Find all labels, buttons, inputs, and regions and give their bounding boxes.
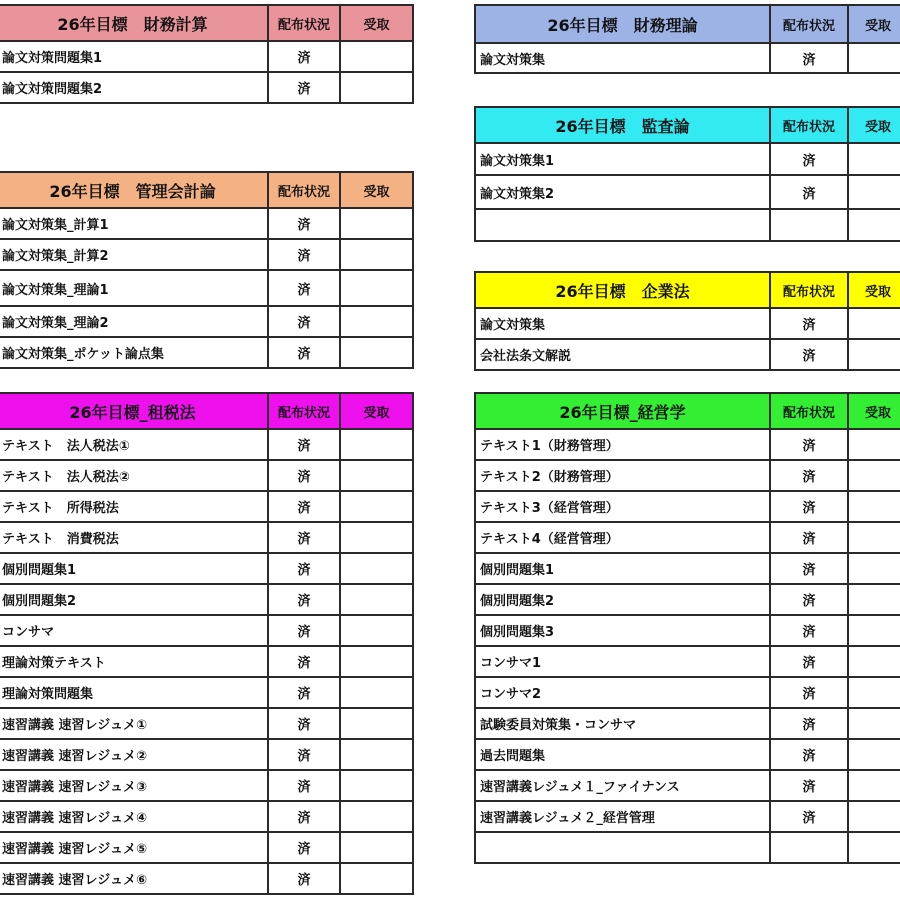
table-row <box>0 832 413 863</box>
distribution-status: 済 <box>268 770 340 801</box>
table-row <box>0 72 413 103</box>
item-name: 論文対策集_ポケット論点集 <box>0 337 268 368</box>
received-cell[interactable] <box>340 770 413 801</box>
section-title: 26年目標 財務計算 <box>0 5 268 41</box>
received-cell[interactable] <box>848 615 900 646</box>
column-header-status: 配布状況 <box>770 393 848 429</box>
item-name: テキスト3（経営管理） <box>475 491 770 522</box>
item-name: 論文対策集_理論2 <box>0 306 268 337</box>
distribution-status: 済 <box>770 308 848 339</box>
item-name: 速習講義 速習レジュメ③ <box>0 770 268 801</box>
table-row <box>475 429 900 460</box>
received-cell[interactable] <box>848 460 900 491</box>
table-row <box>475 209 900 241</box>
item-name: テキスト2（財務管理） <box>475 460 770 491</box>
item-name: コンサマ <box>0 615 268 646</box>
distribution-status: 済 <box>770 522 848 553</box>
distribution-status: 済 <box>268 677 340 708</box>
table-row <box>0 429 413 460</box>
column-header-received: 受取 <box>848 272 900 308</box>
item-name: 速習講義レジュメ２_経営管理 <box>475 801 770 832</box>
item-name: 試験委員対策集・コンサマ <box>475 708 770 739</box>
item-name: 理論対策テキスト <box>0 646 268 677</box>
item-name: 論文対策集1 <box>475 143 770 175</box>
received-cell[interactable] <box>848 522 900 553</box>
table-keieigaku <box>474 392 900 864</box>
received-cell[interactable] <box>848 708 900 739</box>
table-row <box>0 208 413 239</box>
distribution-status: 済 <box>268 522 340 553</box>
table-row <box>0 270 413 306</box>
table-row <box>475 143 900 175</box>
received-cell[interactable] <box>340 270 413 306</box>
received-cell[interactable] <box>340 863 413 894</box>
table-row <box>0 615 413 646</box>
item-name: 速習講義 速習レジュメ⑥ <box>0 863 268 894</box>
received-cell[interactable] <box>848 339 900 370</box>
item-name: 過去問題集 <box>475 739 770 770</box>
table-row <box>0 491 413 522</box>
received-cell[interactable] <box>848 491 900 522</box>
received-cell[interactable] <box>340 553 413 584</box>
distribution-status: 済 <box>770 143 848 175</box>
item-name: 論文対策集 <box>475 308 770 339</box>
distribution-status: 済 <box>268 208 340 239</box>
item-name: 論文対策集2 <box>475 175 770 209</box>
column-header-status: 配布状況 <box>268 5 340 41</box>
column-header-status: 配布状況 <box>770 107 848 143</box>
table-row <box>475 801 900 832</box>
distribution-status: 済 <box>268 646 340 677</box>
distribution-status: 済 <box>268 72 340 103</box>
distribution-status: 済 <box>770 584 848 615</box>
received-cell[interactable] <box>340 522 413 553</box>
received-cell[interactable] <box>848 770 900 801</box>
item-name: 速習講義レジュメ１_ファイナンス <box>475 770 770 801</box>
item-name: 速習講義 速習レジュメ⑤ <box>0 832 268 863</box>
received-cell[interactable] <box>848 584 900 615</box>
item-name: 論文対策集_計算1 <box>0 208 268 239</box>
item-name: 個別問題集2 <box>0 584 268 615</box>
table-row <box>0 306 413 337</box>
table-row <box>475 308 900 339</box>
received-cell[interactable] <box>848 308 900 339</box>
distribution-status: 済 <box>268 460 340 491</box>
table-row <box>475 584 900 615</box>
column-header-received: 受取 <box>340 393 413 429</box>
item-name <box>475 832 770 863</box>
table-zaimu-keisan <box>0 4 414 104</box>
table-kanri-kaikei <box>0 171 414 369</box>
item-name: コンサマ1 <box>475 646 770 677</box>
distribution-status: 済 <box>770 429 848 460</box>
received-cell[interactable] <box>340 708 413 739</box>
distribution-status: 済 <box>770 801 848 832</box>
received-cell[interactable] <box>340 646 413 677</box>
table-row <box>0 739 413 770</box>
distribution-status: 済 <box>770 708 848 739</box>
item-name: 速習講義 速習レジュメ① <box>0 708 268 739</box>
section-title: 26年目標 企業法 <box>475 272 770 308</box>
item-name: 論文対策集_理論1 <box>0 270 268 306</box>
received-cell[interactable] <box>340 429 413 460</box>
received-cell[interactable] <box>340 739 413 770</box>
table-row <box>475 615 900 646</box>
table-row <box>0 239 413 270</box>
item-name: 会社法条文解説 <box>475 339 770 370</box>
received-cell[interactable] <box>340 72 413 103</box>
distribution-status: 済 <box>770 739 848 770</box>
received-cell[interactable] <box>848 739 900 770</box>
received-cell[interactable] <box>340 584 413 615</box>
column-header-status: 配布状況 <box>268 172 340 208</box>
received-cell[interactable] <box>340 677 413 708</box>
item-name: 個別問題集2 <box>475 584 770 615</box>
item-name: 個別問題集3 <box>475 615 770 646</box>
distribution-status: 済 <box>770 646 848 677</box>
distribution-status <box>770 209 848 241</box>
distribution-status: 済 <box>268 337 340 368</box>
received-cell[interactable] <box>340 306 413 337</box>
column-header-received: 受取 <box>340 172 413 208</box>
distribution-status: 済 <box>268 429 340 460</box>
distribution-status: 済 <box>268 584 340 615</box>
item-name: 個別問題集1 <box>0 553 268 584</box>
distribution-status: 済 <box>268 41 340 72</box>
distribution-status: 済 <box>268 739 340 770</box>
received-cell[interactable] <box>340 41 413 72</box>
distribution-status: 済 <box>770 677 848 708</box>
item-name: テキスト1（財務管理） <box>475 429 770 460</box>
table-row <box>0 708 413 739</box>
item-name: 論文対策集_計算2 <box>0 239 268 270</box>
section-title: 26年目標_租税法 <box>0 393 268 429</box>
table-row <box>475 491 900 522</box>
table-row <box>0 460 413 491</box>
received-cell[interactable] <box>848 646 900 677</box>
table-row <box>0 522 413 553</box>
distribution-status: 済 <box>268 239 340 270</box>
item-name: 論文対策問題集1 <box>0 41 268 72</box>
column-header-received: 受取 <box>340 5 413 41</box>
distribution-status: 済 <box>268 553 340 584</box>
column-header-status: 配布状況 <box>268 393 340 429</box>
distribution-status: 済 <box>268 270 340 306</box>
distribution-status: 済 <box>268 491 340 522</box>
item-name: テキスト4（経営管理） <box>475 522 770 553</box>
item-name: コンサマ2 <box>475 677 770 708</box>
distribution-status: 済 <box>268 801 340 832</box>
received-cell[interactable] <box>340 460 413 491</box>
item-name: テキスト 消費税法 <box>0 522 268 553</box>
distribution-status: 済 <box>268 615 340 646</box>
received-cell[interactable] <box>848 143 900 175</box>
received-cell[interactable] <box>340 832 413 863</box>
section-title: 26年目標 監査論 <box>475 107 770 143</box>
received-cell[interactable] <box>848 832 900 863</box>
table-row <box>475 339 900 370</box>
distribution-status: 済 <box>268 708 340 739</box>
table-row <box>0 553 413 584</box>
item-name: 論文対策集 <box>475 43 770 73</box>
table-zaimu-riron <box>474 4 900 74</box>
table-row <box>0 646 413 677</box>
table-row <box>0 337 413 368</box>
item-name: テキスト 法人税法② <box>0 460 268 491</box>
table-row <box>475 175 900 209</box>
distribution-status: 済 <box>770 339 848 370</box>
table-sozeihou <box>0 392 414 895</box>
table-row <box>0 41 413 72</box>
item-name: 理論対策問題集 <box>0 677 268 708</box>
distribution-status: 済 <box>770 770 848 801</box>
received-cell[interactable] <box>340 208 413 239</box>
table-row <box>475 553 900 584</box>
received-cell[interactable] <box>340 239 413 270</box>
table-row <box>0 801 413 832</box>
column-header-received: 受取 <box>848 393 900 429</box>
received-cell[interactable] <box>340 491 413 522</box>
received-cell[interactable] <box>340 801 413 832</box>
table-row <box>475 646 900 677</box>
distribution-status: 済 <box>268 832 340 863</box>
received-cell[interactable] <box>848 43 900 73</box>
column-header-status: 配布状況 <box>770 272 848 308</box>
table-row <box>475 708 900 739</box>
table-row <box>475 832 900 863</box>
received-cell[interactable] <box>340 337 413 368</box>
item-name: 論文対策問題集2 <box>0 72 268 103</box>
distribution-status: 済 <box>268 306 340 337</box>
table-row <box>475 460 900 491</box>
distribution-status: 済 <box>770 460 848 491</box>
table-row <box>0 677 413 708</box>
table-row <box>0 863 413 894</box>
item-name: 速習講義 速習レジュメ④ <box>0 801 268 832</box>
column-header-received: 受取 <box>848 107 900 143</box>
distribution-status: 済 <box>770 553 848 584</box>
table-row <box>0 770 413 801</box>
distribution-status <box>770 832 848 863</box>
section-title: 26年目標 管理会計論 <box>0 172 268 208</box>
section-title: 26年目標_経営学 <box>475 393 770 429</box>
received-cell[interactable] <box>848 553 900 584</box>
column-header-status: 配布状況 <box>770 5 848 43</box>
distribution-status: 済 <box>770 491 848 522</box>
table-kansa <box>474 106 900 242</box>
distribution-status: 済 <box>770 175 848 209</box>
column-header-received: 受取 <box>848 5 900 43</box>
table-kigyouhou <box>474 271 900 371</box>
table-row <box>475 770 900 801</box>
item-name: テキスト 所得税法 <box>0 491 268 522</box>
table-row <box>475 677 900 708</box>
item-name: 速習講義 速習レジュメ② <box>0 739 268 770</box>
table-row <box>0 584 413 615</box>
table-row <box>475 522 900 553</box>
received-cell[interactable] <box>848 429 900 460</box>
received-cell[interactable] <box>848 801 900 832</box>
received-cell[interactable] <box>848 677 900 708</box>
distribution-status: 済 <box>268 863 340 894</box>
section-title: 26年目標 財務理論 <box>475 5 770 43</box>
distribution-status: 済 <box>770 615 848 646</box>
item-name: 個別問題集1 <box>475 553 770 584</box>
received-cell[interactable] <box>848 209 900 241</box>
received-cell[interactable] <box>848 175 900 209</box>
received-cell[interactable] <box>340 615 413 646</box>
item-name: テキスト 法人税法① <box>0 429 268 460</box>
distribution-status: 済 <box>770 43 848 73</box>
table-row <box>475 43 900 73</box>
table-row <box>475 739 900 770</box>
item-name <box>475 209 770 241</box>
